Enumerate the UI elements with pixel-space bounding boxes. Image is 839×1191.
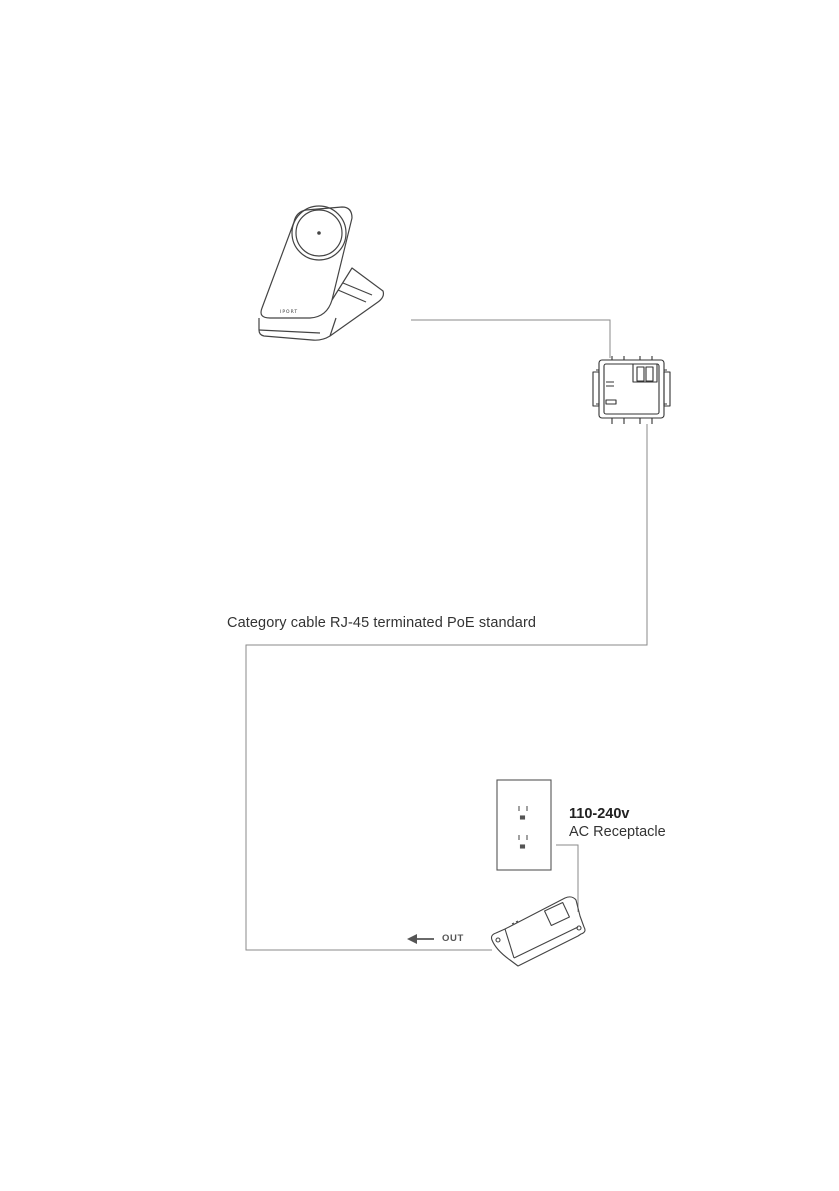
cable-label: Category cable RJ-45 terminated PoE standard [227,615,537,631]
poe-injector-icon [492,897,586,966]
ac-outlet-icon [497,780,551,870]
tablet-stand-icon [259,206,383,340]
cable-lines [246,320,647,950]
out-label: OUT [442,933,464,944]
out-arrow-icon [407,934,434,944]
stand-brand: IPORT [280,310,299,315]
receptacle-label: AC Receptacle [569,824,666,840]
voltage-label: 110-240v [569,806,630,822]
cable-outlet-to-injector [556,845,578,912]
wall-box-icon [593,356,670,424]
cable-box-to-injector [246,424,647,950]
cable-stand-to-box [411,320,610,358]
